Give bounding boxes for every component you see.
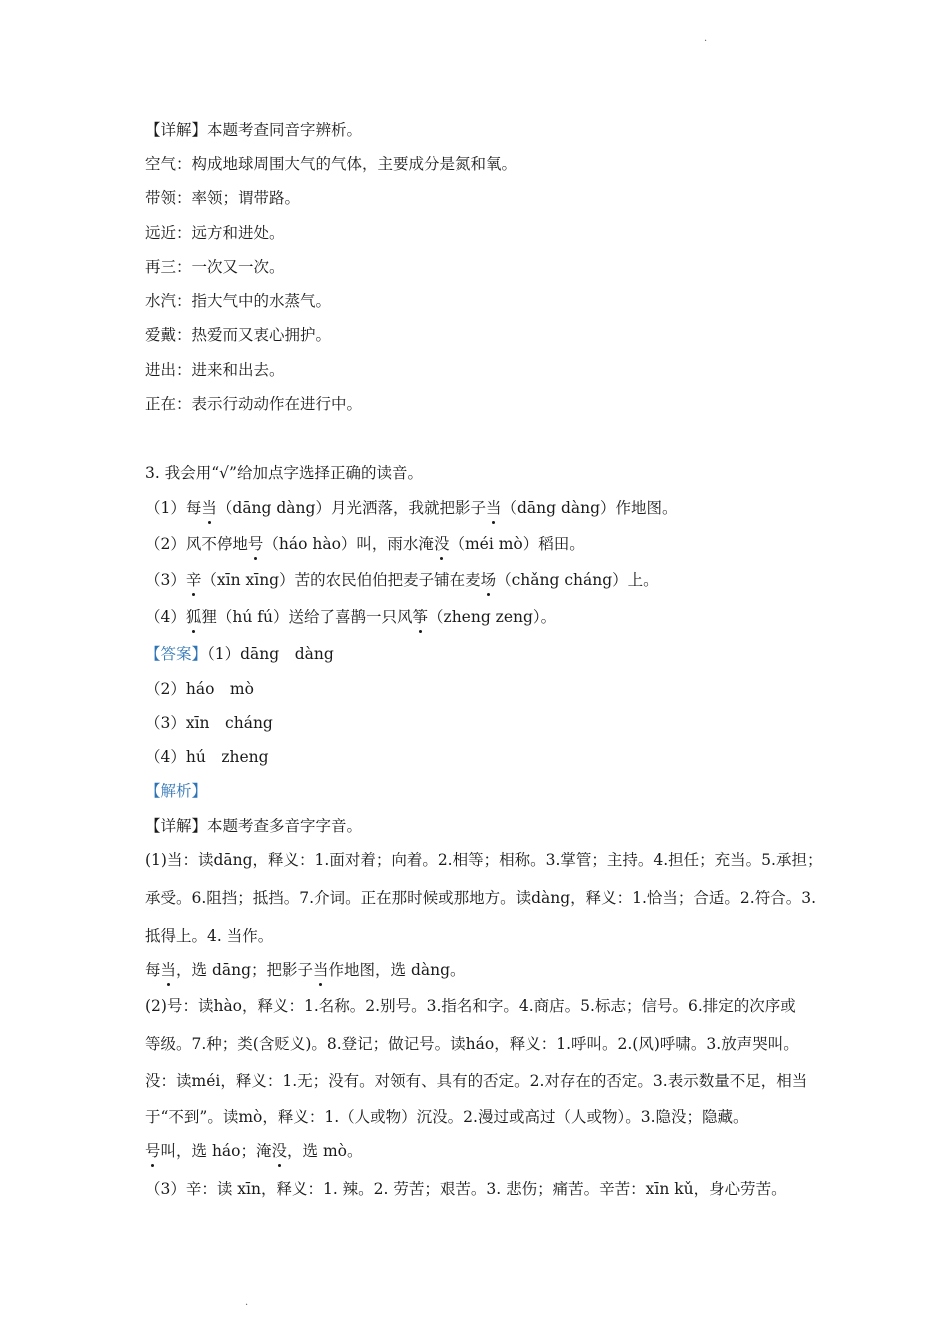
item-text: （xīn xīng）苦的农民伯伯把麦子铺在麦 [201, 571, 481, 589]
question-item [145, 533, 585, 555]
item-text: （chǎng cháng）上。 [496, 571, 659, 589]
dotted-char: 号 [145, 1142, 161, 1160]
answer-text: （1）dāng dàng [207, 645, 334, 663]
definition-line: 再三：一次又一次。 [145, 258, 285, 276]
answer-line: （2）háo mò [145, 680, 254, 698]
analysis-heading: 【详解】本题考查多音字字音。 [145, 817, 363, 835]
dotted-char: 场 [480, 571, 497, 589]
analysis-line: （3）辛：读 xīn，释义：1. 辣。2. 劳苦；艰苦。3. 悲伤；痛苦。辛苦：xīn kǔ，身心劳苦。 [145, 1180, 787, 1198]
question-item [145, 606, 556, 628]
summary-text: ，选 mò。 [287, 1142, 363, 1160]
question-item [145, 569, 659, 591]
item-text: （3） [145, 571, 186, 589]
dotted-char: 没 [271, 1142, 288, 1160]
dotted-char: 号 [247, 535, 264, 553]
dotted-char: 当 [485, 499, 502, 517]
analysis-line: 等级。7.种；类(含贬义)。8.登记；做记号。读háo，释义：1.呼叫。2.(风)呼啸。3.放声哭叫。 [145, 1035, 799, 1053]
definition-line: 正在：表示行动动作在进行中。 [145, 395, 363, 413]
summary-text: 作地图，选 dàng。 [328, 961, 466, 979]
item-text: （dāng dàng）月光洒落，我就把影子 [216, 499, 486, 517]
analysis-label: 【解析】 [145, 782, 208, 800]
definition-line: 远近：远方和进处。 [145, 224, 285, 242]
page-mark-top: · [704, 36, 708, 47]
dotted-char: 当 [160, 961, 177, 979]
page-mark-bottom: · [245, 1300, 249, 1311]
dotted-char: 筝 [412, 608, 429, 626]
item-text: （dāng dàng）作地图。 [501, 499, 678, 517]
analysis-line: (2)号：读hào，释义：1.名称。2.别号。3.指名和字。4.商店。5.标志；信号。6.排定的次序或 [145, 997, 796, 1015]
question-item [145, 497, 678, 519]
definition-line: 带领：率领；谓带路。 [145, 189, 301, 207]
dotted-char: 狐 [185, 608, 202, 626]
definition-line: 爱戴：热爱而又衷心拥护。 [145, 326, 332, 344]
dotted-char: 辛 [185, 571, 202, 589]
dotted-char: 当 [201, 499, 217, 517]
item-text: （háo hào）叫，雨水淹 [263, 535, 434, 553]
item-text: 狸（hú fú）送给了喜鹊一只风 [201, 608, 413, 626]
item-text: （4） [145, 608, 186, 626]
analysis-summary [145, 1140, 362, 1162]
analysis-line: 抵得上。4. 当作。 [145, 927, 274, 945]
summary-text: 每 [145, 961, 161, 979]
answer-line: （4）hú zheng [145, 748, 269, 766]
answer-label: 【答案】 [145, 645, 208, 663]
answer-line [145, 643, 334, 665]
definition-line: 水汽：指大气中的水蒸气。 [145, 292, 332, 310]
analysis-line: 承受。6.阻挡；抵挡。7.介词。正在那时候或那地方。读dàng，释义：1.恰当；合适。2.符合。3. [145, 889, 817, 907]
dotted-char: 当 [313, 961, 329, 979]
summary-text: 叫，选 háo；淹 [160, 1142, 272, 1160]
section-heading: 【详解】本题考查同音字辨析。 [145, 121, 363, 139]
definition-line: 空气：构成地球周围大气的气体，主要成分是氮和氧。 [145, 155, 518, 173]
item-text: （zheng zeng）。 [428, 608, 557, 626]
analysis-line: (1)当：读dāng，释义：1.面对着；向着。2.相等；相称。3.掌管；主持。4.担任；充当。5.承担； [145, 851, 823, 869]
dotted-char: 没 [433, 535, 450, 553]
answer-line: （3）xīn cháng [145, 714, 273, 732]
item-text: （méi mò）稻田。 [449, 535, 585, 553]
analysis-line: 于“不到”。读mò，释义：1.（人或物）沉没。2.漫过或高过（人或物）。3.隐没；隐藏。 [145, 1108, 749, 1126]
question-title: 3. 我会用“√”给加点字选择正确的读音。 [145, 464, 423, 482]
definition-line: 进出：进来和出去。 [145, 361, 285, 379]
item-text: （2）风不停地 [145, 535, 248, 553]
item-text: （1）每 [145, 499, 202, 517]
analysis-line: 没：读méi，释义：1.无；没有。对领有、具有的否定。2.对存在的否定。3.表示数量不足，相当 [145, 1072, 808, 1090]
summary-text: ，选 dāng；把影子 [176, 961, 314, 979]
analysis-summary [145, 959, 466, 981]
